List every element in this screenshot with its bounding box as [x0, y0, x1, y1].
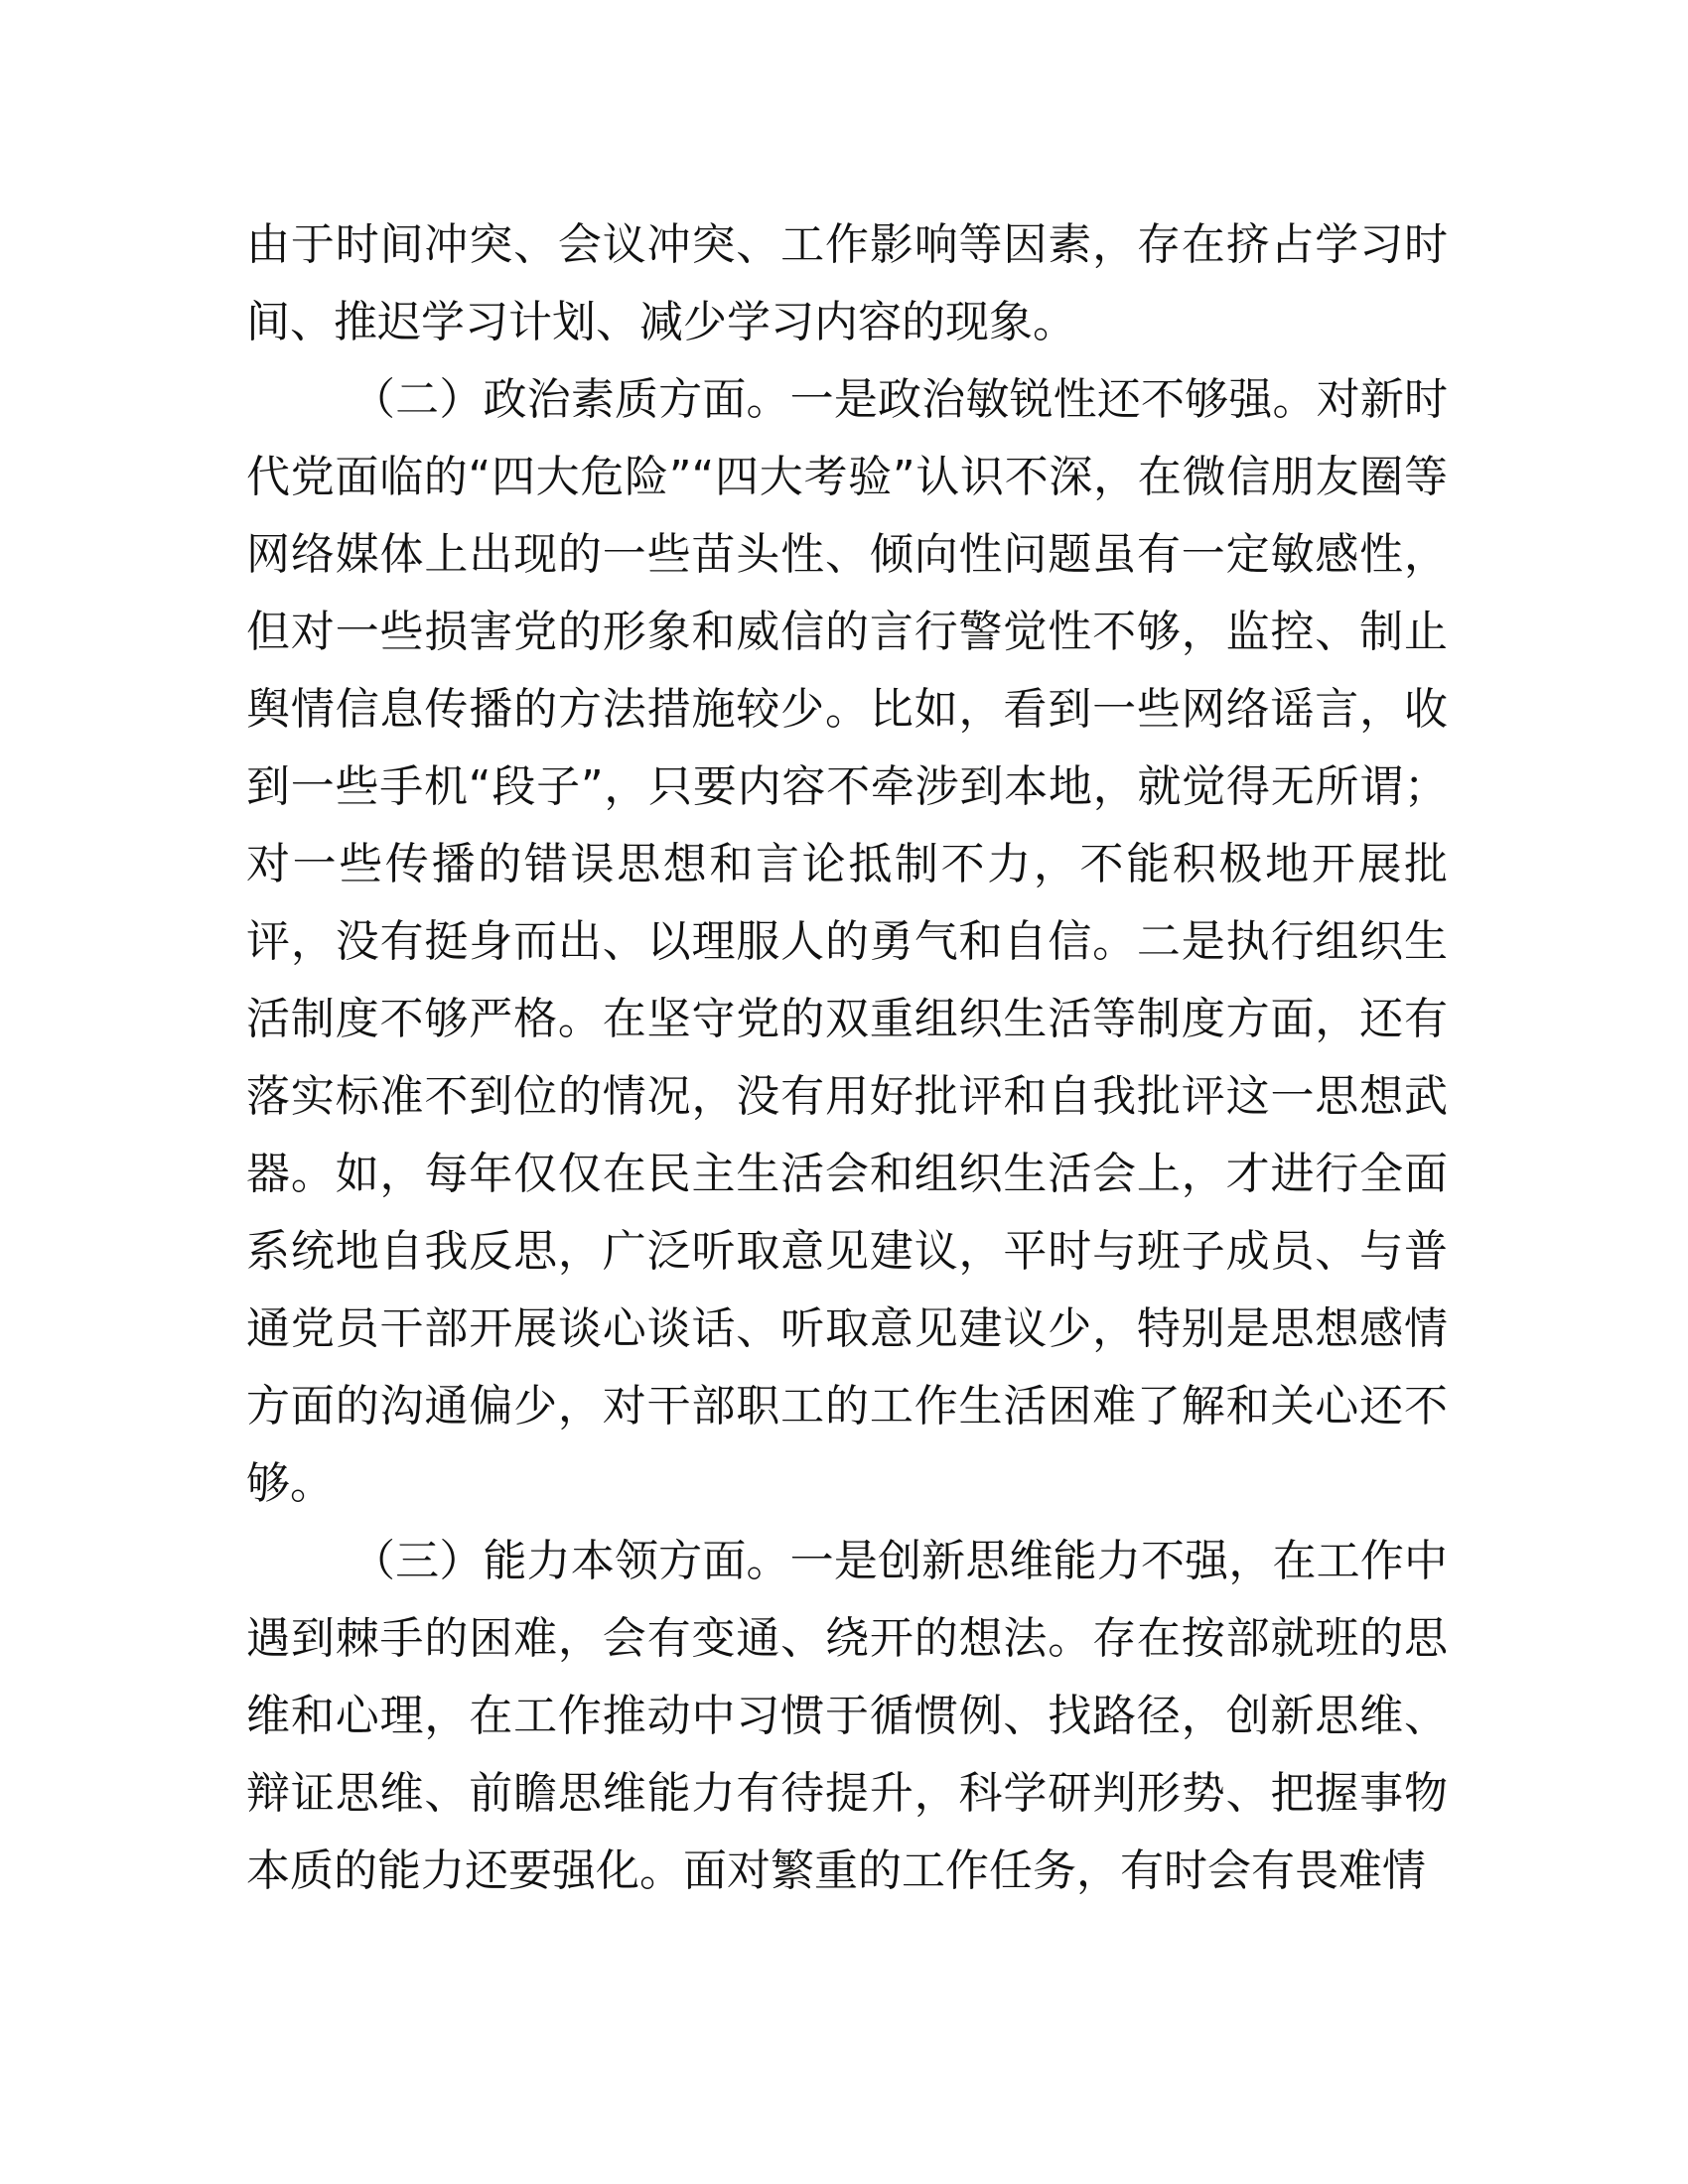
paragraph-continuation: 由于时间冲突、会议冲突、工作影响等因素，存在挤占学习时间、推迟学习计划、减少学习内容的现象。 — [246, 219, 1448, 347]
document-body — [246, 206, 1448, 1910]
paragraph-ability-skills: （三）能力本领方面。一是创新思维能力不强，在工作中遇到棘手的困难，会有变通、绕开的想法。存在按部就班的思维和心理，在工作推动中习惯于循惯例、找路径，创新思维、辩证思维、前瞻思维能力有待提升，科学研判形势、把握事物本质的能力还要强化。面对繁重的工作任务，有时会有畏难情 — [246, 1536, 1448, 1896]
paragraph-political-quality: （二）政治素质方面。一是政治敏锐性还不够强。对新时代党面临的“四大危险”“四大考验”认识不深，在微信朋友圈等网络媒体上出现的一些苗头性、倾向性问题虽有一定敏感性，但对一些损害党的形象和威信的言行警觉性不够，监控、制止舆情信息传播的方法措施较少。比如，看到一些网络谣言，收到一些手机“段子”，只要内容不牵涉到本地，就觉得无所谓；对一些传播的错误思想和言论抵制不力，不能积极地开展批评，没有挺身而出、以理服人的勇气和自信。二是执行组织生活制度不够严格。在坚守党的双重组织生活等制度方面，还有落实标准不到位的情况，没有用好批评和自我批评这一思想武器。如，每年仅仅在民主生活会和组织生活会上，才进行全面系统地自我反思，广泛听取意见建议，平时与班子成员、与普通党员干部开展谈心谈话、听取意见建议少，特别是思想感情方面的沟通偏少，对干部职工的工作生活困难了解和关心还不够。 — [246, 374, 1448, 1509]
